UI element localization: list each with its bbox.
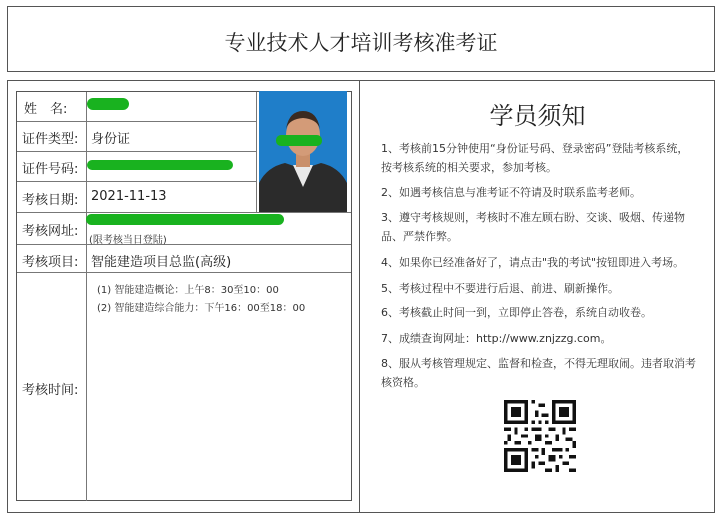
applicant-photo — [259, 91, 347, 212]
row-divider-4 — [17, 212, 351, 213]
page-title: 专业技术人才培训考核准考证 — [224, 31, 498, 55]
exam-item-value: 智能建造项目总监(高级) — [91, 255, 232, 270]
id-number-label: 证件号码: — [22, 162, 79, 177]
row-divider-2 — [17, 151, 257, 152]
notice-item-4: 4、如果你已经准备好了，请点击"我的考试"按钮即进入考场。 — [381, 256, 685, 269]
qr-code-icon — [504, 400, 576, 472]
notice-item-7: 7、成绩查询网址：http://www.znjzzg.com。 — [381, 332, 612, 345]
exam-url-redaction — [86, 214, 284, 225]
exam-url-note: (限考核当日登陆) — [89, 235, 167, 246]
row-divider-6 — [17, 272, 351, 273]
card-divider — [359, 81, 360, 512]
notice-title: 学员须知 — [489, 102, 586, 130]
exam-time-label: 考核时间: — [22, 383, 79, 398]
notice-item-2: 2、如遇考核信息与准考证不符请及时联系监考老师。 — [381, 186, 641, 199]
exam-time-2: (2) 智能建造综合能力：下午16：00至18：00 — [97, 303, 306, 314]
id-number-redaction — [87, 160, 233, 170]
notice-item-3: 3、遵守考核规则，考核时不准左顾右盼、交谈、吸烟、传递物品、严禁作弊。 — [381, 211, 685, 243]
notice-item-8: 8、服从考核管理规定、监督和检查，不得无理取闹。违者取消考核资格。 — [381, 357, 696, 389]
exam-item-label: 考核项目: — [22, 255, 79, 270]
notice-item-6: 6、考核截止时间一到，立即停止答卷，系统自动收卷。 — [381, 306, 652, 319]
id-type-label: 证件类型: — [22, 132, 79, 147]
row-divider-3 — [17, 181, 257, 182]
label-column-divider — [86, 92, 87, 501]
id-type-value: 身份证 — [91, 132, 131, 147]
exam-time-1: (1) 智能建造概论：上午8：30至10：00 — [97, 285, 279, 296]
name-label: 姓 名: — [24, 102, 68, 117]
exam-date-label: 考核日期: — [22, 193, 79, 208]
applicant-photo-image — [259, 91, 347, 212]
notice-item-5: 5、考核过程中不要进行后退、前进、刷新操作。 — [381, 282, 619, 295]
title-box — [7, 6, 715, 72]
photo-left-border — [256, 92, 257, 213]
row-divider-1 — [17, 121, 257, 122]
exam-date-value: 2021-11-13 — [91, 189, 167, 204]
name-redaction — [87, 98, 129, 110]
exam-url-label: 考核网址: — [22, 224, 79, 239]
row-divider-5 — [17, 244, 351, 245]
notice-item-1: 1、考核前15分钟使用“身份证号码、登录密码”登陆考核系统，按考核系统的相关要求，参加考核。 — [381, 142, 689, 174]
